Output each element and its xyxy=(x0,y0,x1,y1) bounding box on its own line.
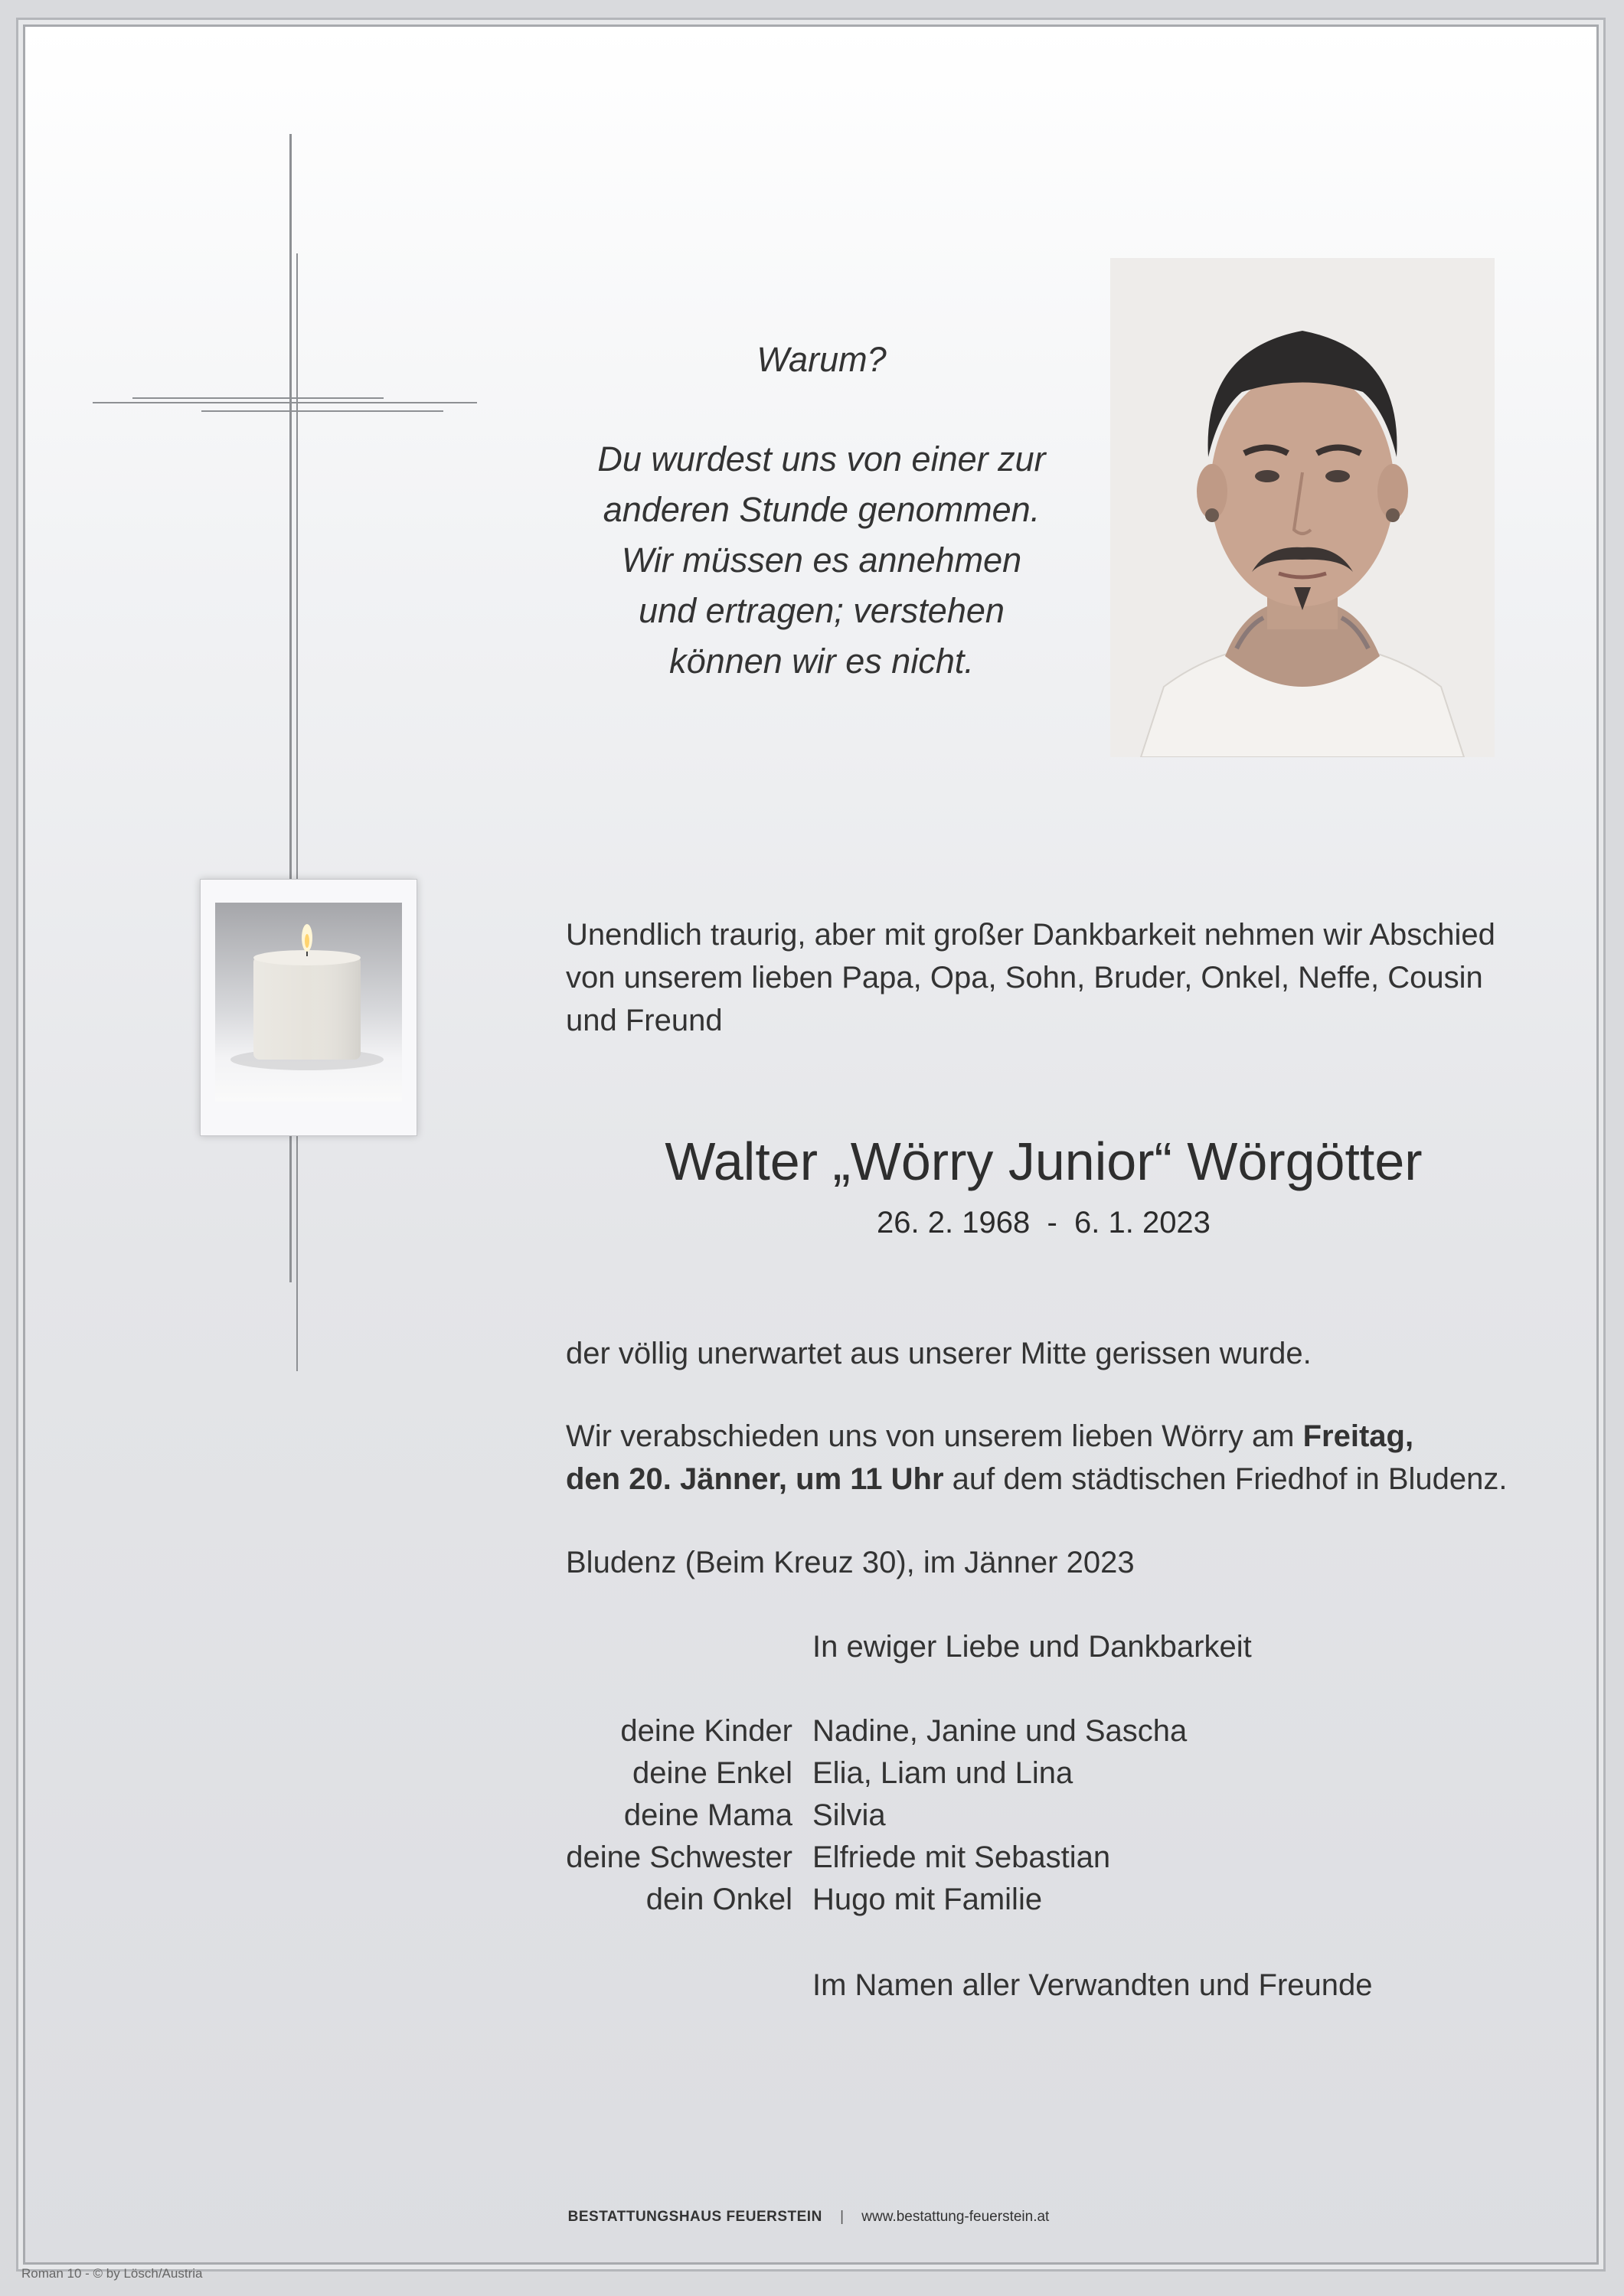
family-names: Silvia xyxy=(812,1798,886,1832)
funeral-date-time: den 20. Jänner, um 11 Uhr xyxy=(566,1462,944,1496)
family-relation: deine Mama xyxy=(623,1798,792,1832)
candle-image-frame xyxy=(200,879,417,1136)
website-link[interactable]: www.bestattung-feuerstein.at xyxy=(861,2209,1050,2225)
funeral-day: Freitag, xyxy=(1302,1419,1414,1453)
family-relation: deine Enkel xyxy=(632,1756,792,1790)
poem-line: Wir müssen es annehmen xyxy=(621,541,1022,580)
funeral-paragraph xyxy=(566,1415,1531,1501)
poem-line: Du wurdest uns von einer zur xyxy=(597,439,1046,478)
deceased-name: Walter „Wörry Junior“ Wörgötter xyxy=(665,1132,1423,1191)
closing-bottom: Im Namen aller Verwandten und Freunde xyxy=(812,1968,1373,2002)
poem-title: Warum? xyxy=(756,340,887,379)
family-names: Elia, Liam und Lina xyxy=(812,1756,1073,1790)
place-date: Bludenz (Beim Kreuz 30), im Jänner 2023 xyxy=(566,1546,1135,1579)
life-dates: 26. 2. 1968 - 6. 1. 2023 xyxy=(877,1206,1211,1239)
poem-line: anderen Stunde genommen. xyxy=(603,490,1041,529)
footer xyxy=(23,2209,1594,2226)
candle-icon xyxy=(215,903,402,1102)
family-names: Elfriede mit Sebastian xyxy=(812,1840,1111,1874)
obituary-sheet xyxy=(23,24,1599,2265)
family-names: Hugo mit Familie xyxy=(812,1883,1043,1916)
template-credit: Roman 10 - © by Lösch/Austria xyxy=(21,2266,203,2281)
family-relation: deine Kinder xyxy=(620,1714,792,1748)
poem-line: können wir es nicht. xyxy=(669,642,974,681)
death-paragraph: der völlig unerwartet aus unserer Mitte gerissen wurde. xyxy=(566,1337,1312,1370)
portrait-photo xyxy=(1110,258,1495,757)
family-names: Nadine, Janine und Sascha xyxy=(812,1714,1188,1748)
funeral-text-before: Wir verabschieden uns von unserem lieben Wörry am xyxy=(566,1419,1303,1453)
funeral-home-name: BESTATTUNGSHAUS FEUERSTEIN xyxy=(567,2209,822,2225)
poem-verse xyxy=(515,434,1128,687)
family-relation: dein Onkel xyxy=(645,1883,792,1916)
family-relation: deine Schwester xyxy=(566,1840,792,1874)
intro-text: Unendlich traurig, aber mit großer Dankbarkeit nehmen wir Abschied von unserem lieben Papa, Opa, Sohn, Bruder, Onkel, Neffe, Cousin und Freund xyxy=(566,918,1495,1037)
poem-line: und ertragen; verstehen xyxy=(639,591,1005,630)
funeral-text-after: auf dem städtischen Friedhof in Bludenz. xyxy=(943,1462,1508,1496)
footer-separator: | xyxy=(840,2209,845,2225)
closing-top: In ewiger Liebe und Dankbarkeit xyxy=(812,1630,1252,1664)
